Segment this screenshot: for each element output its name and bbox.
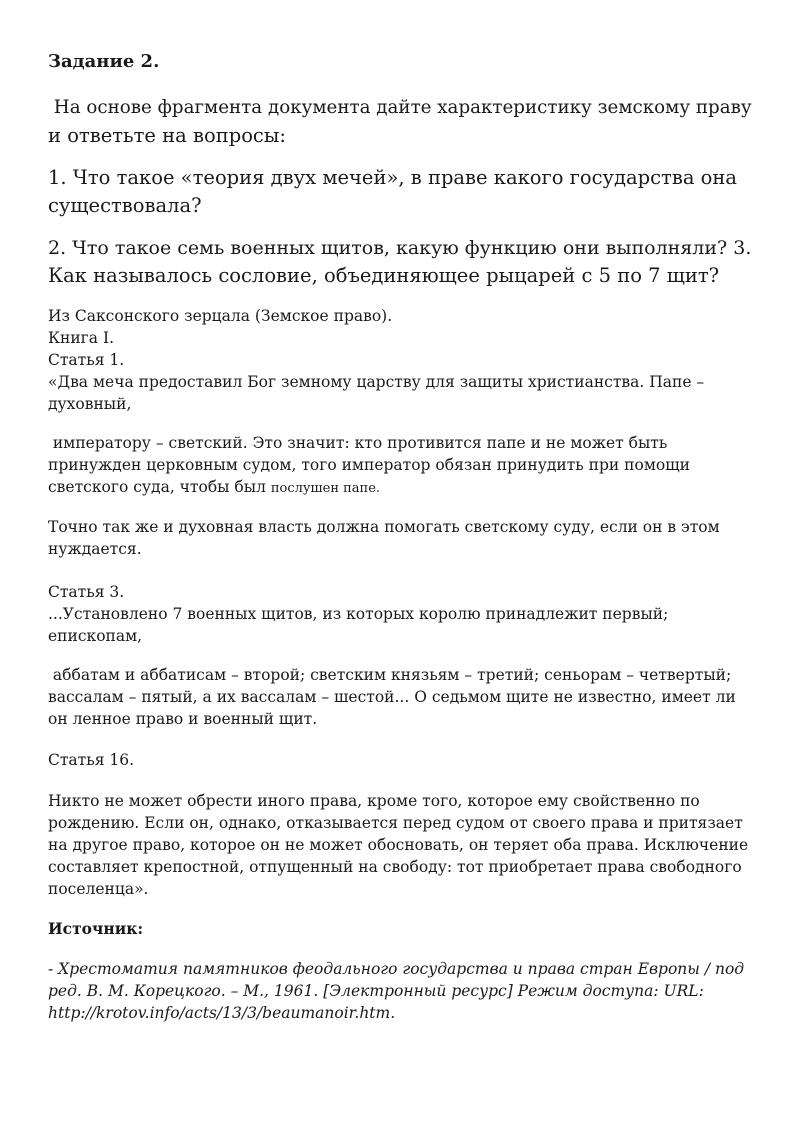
article-1-title: Статья 1. — [48, 351, 125, 369]
task-title: Задание 2. — [48, 51, 160, 72]
article-1-text-line: принужден церковным судом, того император обязан принудить при помощи — [48, 456, 690, 474]
article-16-text-line: поселенца». — [48, 880, 149, 898]
article-3-text-line: аббатам и аббатисам – второй; светским князьям – третий; сеньорам – четвертый; — [48, 666, 732, 684]
source-citation — [48, 958, 760, 1024]
question-2 — [48, 234, 760, 290]
article-16-title: Статья 16. — [48, 751, 135, 769]
document-source-line: Из Саксонского зерцала (Земское право). — [48, 307, 393, 325]
question-1 — [48, 164, 760, 220]
task-intro-line: На основе фрагмента документа дайте характеристику земскому праву — [48, 97, 752, 118]
question-1-line: существовала? — [48, 194, 202, 217]
article-1-text-line: «Два меча предоставил Бог земному царству для защиты христианства. Папе – — [48, 373, 705, 391]
source-title: Источник: — [48, 919, 144, 938]
document-book-line: Книга I. — [48, 329, 114, 347]
article-16-text-line: рождению. Если он, однако, отказывается перед судом от своего права и притязает — [48, 814, 743, 832]
article-16-text-line: Никто не может обрести иного права, кроме того, которое ему свойственно по — [48, 792, 700, 810]
source-url: http://krotov.info/acts/13/3/beaumanoir.htm. — [48, 1004, 396, 1022]
article-1-text-line: императору – светский. Это значит: кто противится папе и не может быть — [48, 434, 668, 452]
source-citation-line: - Хрестоматия памятников феодального государства и права стран Европы / под — [48, 960, 745, 978]
article-1-paragraph-2 — [48, 432, 760, 500]
article-3-text-line: епископам, — [48, 627, 143, 645]
article-1-text-fragment-small: послушен папе. — [270, 481, 381, 496]
source-citation-line: ред. В. М. Корецкого. – М., 1961. [Электронный ресурс] Режим доступа: URL: — [48, 982, 704, 1000]
article-1-text-fragment: светского суда, чтобы был — [48, 478, 271, 496]
article-1-text-line: духовный, — [48, 395, 132, 413]
article-16-text-line: на другое право, которое он не может обосновать, он теряет оба права. Исключение — [48, 836, 749, 854]
question-2-line: Как называлось сословие, объединяющее рыцарей с 5 по 7 щит? — [48, 264, 720, 287]
article-3-text-line: он ленное право и военный щит. — [48, 710, 318, 728]
document-header — [48, 305, 760, 415]
task-intro-line: и ответьте на вопросы: — [48, 124, 286, 147]
article-3-text-line: вассалам – пятый, а их вассалам – шестой... О седьмом щите не известно, имеет ли — [48, 688, 736, 706]
article-3-text-line: ...Установлено 7 военных щитов, из которых королю принадлежит первый; — [48, 605, 669, 623]
article-3-title: Статья 3. — [48, 583, 125, 601]
article-1-text-line: Точно так же и духовная власть должна помогать светскому суду, если он в этом — [48, 518, 720, 536]
article-16-text-line: составляет крепостной, отпущенный на свободу: тот приобретает права свободного — [48, 858, 742, 876]
question-2-line: 2. Что такое семь военных щитов, какую функцию они выполняли? 3. — [48, 237, 752, 259]
question-1-line: 1. Что такое «теория двух мечей», в праве какого государства она — [48, 166, 738, 189]
article-1-paragraph-3 — [48, 516, 760, 560]
article-1-text-line — [48, 476, 760, 500]
article-3 — [48, 581, 760, 647]
task-intro — [48, 94, 760, 150]
article-3-paragraph-2 — [48, 664, 760, 730]
article-16-text — [48, 790, 760, 900]
article-1-text-line: нуждается. — [48, 540, 142, 558]
